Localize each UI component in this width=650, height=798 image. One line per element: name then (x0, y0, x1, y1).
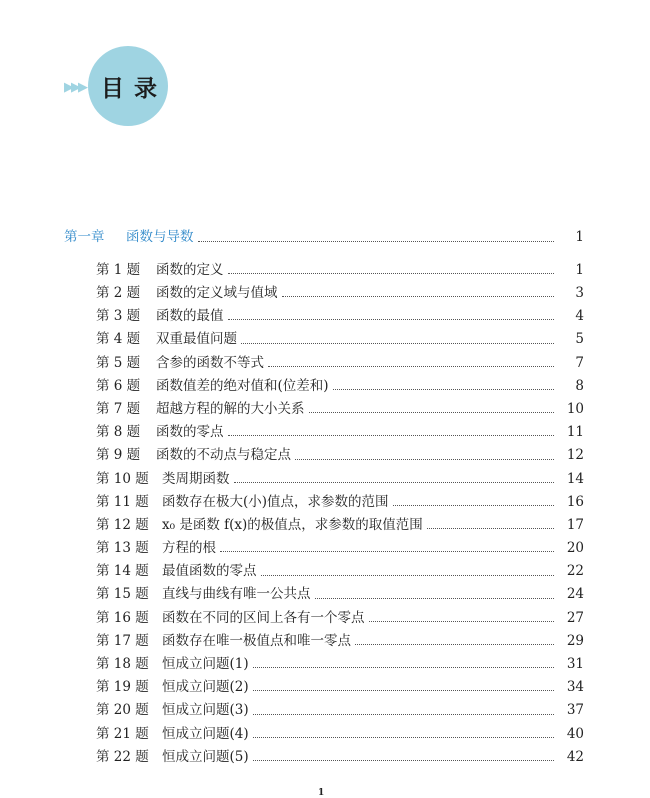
toc-entry[interactable] (0, 445, 650, 468)
entry-number: 第 12 题 (96, 516, 149, 533)
toc-entry[interactable] (0, 282, 650, 305)
entry-title: 函数在不同的区间上各有一个零点 (162, 609, 365, 626)
entry-list (0, 259, 650, 769)
entry-page: 4 (575, 308, 584, 325)
arrow-decoration-icon: ▶▶▶ (64, 80, 85, 95)
dot-leader (333, 389, 554, 390)
entry-number: 第 4 题 (96, 331, 141, 348)
dot-leader (228, 435, 555, 436)
toc-entry[interactable] (0, 421, 650, 444)
entry-page: 14 (566, 470, 584, 487)
entry-page: 31 (566, 656, 584, 673)
entry-title: 方程的根 (162, 540, 216, 557)
dot-leader (315, 598, 555, 599)
toc-entry[interactable] (0, 468, 650, 491)
entry-title: 恒成立问题(1) (162, 656, 249, 673)
entry-title: 函数存在极大(小)值点，求参数的范围 (162, 493, 389, 510)
entry-page: 29 (566, 632, 584, 649)
dot-leader (369, 621, 555, 622)
toc-entry[interactable] (0, 746, 650, 769)
entry-page: 27 (566, 609, 584, 626)
entry-number: 第 9 题 (96, 447, 141, 464)
entry-title: 函数存在唯一极值点和唯一零点 (162, 632, 351, 649)
entry-page: 24 (566, 586, 584, 603)
dot-leader (253, 690, 554, 691)
entry-page: 37 (566, 702, 584, 719)
toc-entry[interactable] (0, 560, 650, 583)
entry-number: 第 2 题 (96, 285, 141, 302)
entry-page: 7 (575, 354, 584, 371)
entry-title: 恒成立问题(2) (162, 679, 249, 696)
entry-number: 第 7 题 (96, 400, 141, 417)
dot-leader (253, 667, 554, 668)
toc-entry[interactable] (0, 329, 650, 352)
entry-title: 类周期函数 (162, 470, 230, 487)
entry-number: 第 22 题 (96, 748, 149, 765)
entry-title: 函数的定义域与值域 (156, 285, 278, 302)
entry-title: 函数的不动点与稳定点 (156, 447, 291, 464)
entry-page: 17 (566, 516, 584, 533)
dot-leader (282, 296, 555, 297)
toc-entry[interactable] (0, 723, 650, 746)
entry-page: 22 (566, 563, 584, 580)
toc-entry[interactable] (0, 514, 650, 537)
chapter-title: 函数与导数 (126, 229, 194, 246)
toc-entry[interactable] (0, 491, 650, 514)
entry-number: 第 19 题 (96, 679, 149, 696)
chapter-page: 1 (575, 229, 584, 246)
toc-entry[interactable] (0, 607, 650, 630)
table-of-contents (0, 226, 650, 769)
entry-title: 函数值差的绝对值和(位差和) (156, 377, 329, 394)
entry-title: 函数的零点 (156, 424, 224, 441)
dot-leader (427, 528, 554, 529)
entry-title: 超越方程的解的大小关系 (156, 400, 305, 417)
entry-number: 第 6 题 (96, 377, 141, 394)
entry-title: 恒成立问题(5) (162, 748, 249, 765)
entry-page: 42 (566, 748, 584, 765)
entry-title: 双重最值问题 (156, 331, 237, 348)
entry-page: 40 (566, 725, 584, 742)
entry-number: 第 11 题 (96, 493, 149, 510)
dot-leader (295, 459, 554, 460)
entry-page: 10 (566, 400, 584, 417)
toc-entry[interactable] (0, 700, 650, 723)
dot-leader (309, 412, 555, 413)
entry-page: 3 (575, 285, 584, 302)
dot-leader (253, 760, 554, 761)
entry-number: 第 17 题 (96, 632, 149, 649)
toc-entry[interactable] (0, 584, 650, 607)
dot-leader (228, 273, 555, 274)
entry-title: 含参的函数不等式 (156, 354, 264, 371)
entry-page: 8 (575, 377, 584, 394)
entry-number: 第 21 题 (96, 725, 149, 742)
entry-page: 1 (575, 261, 584, 278)
toc-entry[interactable] (0, 375, 650, 398)
chapter-entry[interactable] (0, 226, 650, 250)
dot-leader (261, 575, 555, 576)
dot-leader (234, 482, 555, 483)
entry-number: 第 10 题 (96, 470, 149, 487)
dot-leader (253, 714, 554, 715)
entry-page: 5 (575, 331, 584, 348)
entry-page: 12 (566, 447, 584, 464)
toc-entry[interactable] (0, 305, 650, 328)
toc-entry[interactable] (0, 653, 650, 676)
entry-number: 第 18 题 (96, 656, 149, 673)
entry-title: 恒成立问题(4) (162, 725, 249, 742)
entry-number: 第 1 题 (96, 261, 141, 278)
entry-number: 第 3 题 (96, 308, 141, 325)
toc-entry[interactable] (0, 676, 650, 699)
entry-page: 11 (566, 424, 584, 441)
entry-page: 34 (566, 679, 584, 696)
entry-number: 第 13 题 (96, 540, 149, 557)
entry-title: 直线与曲线有唯一公共点 (162, 586, 311, 603)
entry-page: 20 (566, 540, 584, 557)
entry-title: x₀ 是函数 f(x)的极值点，求参数的取值范围 (162, 516, 423, 533)
entry-number: 第 14 题 (96, 563, 149, 580)
entry-page: 16 (566, 493, 584, 510)
dot-leader (241, 343, 554, 344)
entry-number: 第 16 题 (96, 609, 149, 626)
dot-leader (253, 737, 554, 738)
dot-leader (393, 505, 554, 506)
entry-number: 第 5 题 (96, 354, 141, 371)
dot-leader (228, 319, 555, 320)
toc-entry[interactable] (0, 352, 650, 375)
entry-title: 恒成立问题(3) (162, 702, 249, 719)
entry-title: 最值函数的零点 (162, 563, 257, 580)
entry-number: 第 8 题 (96, 424, 141, 441)
toc-entry[interactable] (0, 398, 650, 421)
dot-leader (220, 551, 554, 552)
entry-title: 函数的最值 (156, 308, 224, 325)
chapter-number: 第一章 (64, 229, 105, 246)
entry-title: 函数的定义 (156, 261, 224, 278)
dot-leader (198, 241, 555, 242)
entry-number: 第 15 题 (96, 586, 149, 603)
toc-entry[interactable] (0, 537, 650, 560)
toc-entry[interactable] (0, 259, 650, 282)
dot-leader (355, 644, 554, 645)
entry-number: 第 20 题 (96, 702, 149, 719)
dot-leader (268, 366, 554, 367)
toc-header (0, 0, 650, 160)
page-title: 目录 (101, 76, 167, 102)
toc-entry[interactable] (0, 630, 650, 653)
page-number: 1 (318, 788, 325, 798)
